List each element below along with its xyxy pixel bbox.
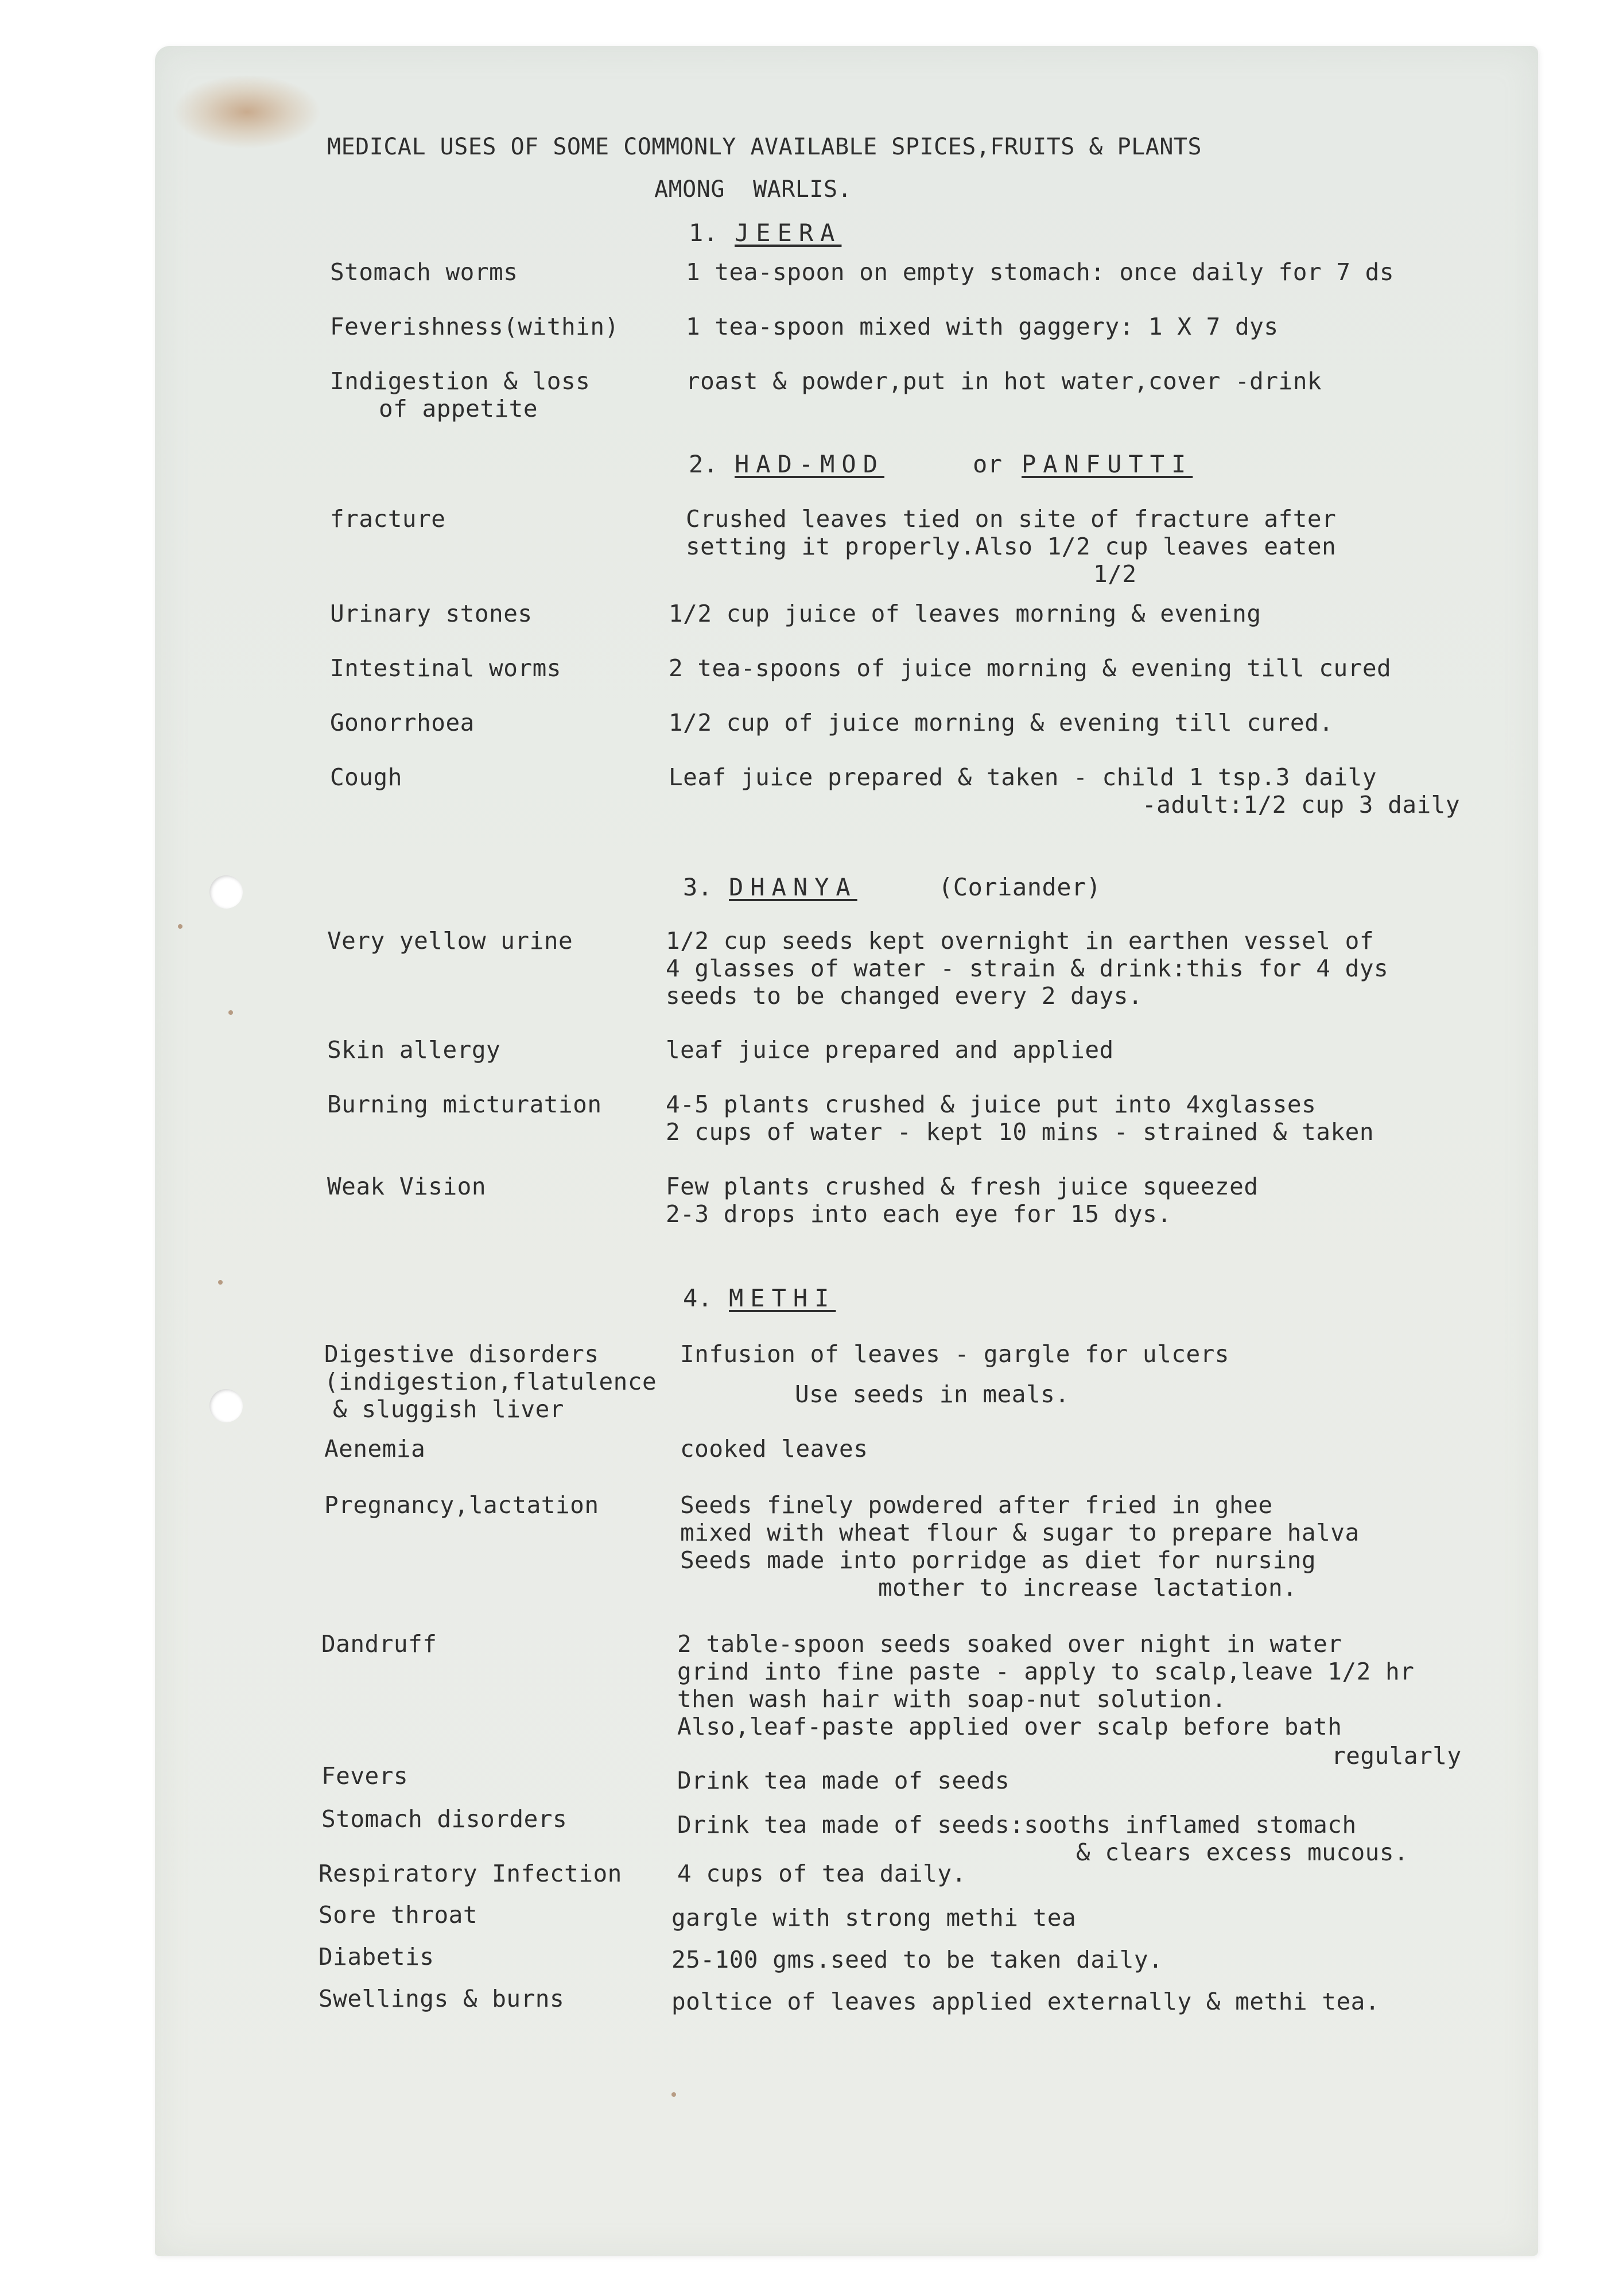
- condition-label: Stomach worms: [330, 258, 518, 286]
- remedy-text: 1 tea-spoon on empty stomach: once daily for 7 ds: [686, 258, 1395, 286]
- remedy-text: 2-3 drops into each eye for 15 dys.: [666, 1200, 1172, 1228]
- remedy-text: Few plants crushed & fresh juice squeezed: [666, 1173, 1259, 1200]
- remedy-text: Also,leaf-paste applied over scalp before bath: [677, 1713, 1342, 1740]
- punch-hole-top: [209, 875, 243, 909]
- remedy-text: 4-5 plants crushed & juice put into 4xglasses: [666, 1091, 1317, 1118]
- condition-label: Respiratory Infection: [319, 1860, 622, 1887]
- remedy-text: Use seeds in meals.: [795, 1380, 1070, 1408]
- remedy-text: 2 tea-spoons of juice morning & evening till cured: [669, 654, 1392, 682]
- remedy-text: mixed with wheat flour & sugar to prepare halva: [680, 1519, 1360, 1546]
- section-note: (Coriander): [938, 873, 1101, 901]
- section-number: 4.: [683, 1284, 713, 1312]
- remedy-text: Drink tea made of seeds: [677, 1767, 1010, 1794]
- paper-speck: [228, 1010, 233, 1015]
- remedy-text: 1 tea-spoon mixed with gaggery: 1 X 7 dys: [686, 313, 1279, 340]
- remedy-text: 2 cups of water - kept 10 mins - strained & taken: [666, 1118, 1374, 1146]
- condition-label: Diabetis: [319, 1943, 434, 1971]
- rust-stain: [172, 75, 321, 149]
- condition-label: fracture: [330, 505, 446, 533]
- section-heading-alt: PANFUTTI: [1022, 450, 1193, 478]
- paper-speck: [218, 1280, 223, 1285]
- condition-label: Sore throat: [319, 1901, 478, 1929]
- remedy-text: mother to increase lactation.: [878, 1574, 1298, 1601]
- section-heading: JEERA: [735, 219, 842, 247]
- condition-label: Aenemia: [324, 1435, 426, 1463]
- section-number: 3.: [683, 873, 713, 901]
- condition-label: Pregnancy,lactation: [324, 1491, 599, 1519]
- condition-label: Burning micturation: [327, 1091, 602, 1118]
- document-subtitle: AMONG WARLIS.: [654, 176, 852, 203]
- remedy-text: 1/2 cup of juice morning & evening till cured.: [669, 709, 1334, 736]
- condition-label: Fevers: [321, 1762, 409, 1790]
- condition-label: Very yellow urine: [327, 927, 573, 955]
- condition-label: Urinary stones: [330, 600, 533, 627]
- remedy-text: seeds to be changed every 2 days.: [666, 982, 1143, 1010]
- condition-label: Gonorrhoea: [330, 709, 475, 736]
- remedy-text: leaf juice prepared and applied: [666, 1036, 1114, 1064]
- remedy-correction: 1/2: [1093, 560, 1137, 588]
- condition-label: Dandruff: [321, 1630, 437, 1658]
- remedy-text: 4 cups of tea daily.: [677, 1860, 966, 1887]
- document-title: MEDICAL USES OF SOME COMMONLY AVAILABLE SPICES,FRUITS & PLANTS: [327, 134, 1202, 160]
- remedy-text: & clears excess mucous.: [1076, 1839, 1409, 1866]
- remedy-text: Leaf juice prepared & taken - child 1 tsp.3 daily: [669, 763, 1377, 791]
- remedy-text: Crushed leaves tied on site of fracture after: [686, 505, 1337, 533]
- punch-hole-bottom: [209, 1389, 243, 1422]
- remedy-text: cooked leaves: [680, 1435, 868, 1463]
- condition-label: Weak Vision: [327, 1173, 487, 1200]
- condition-label: Indigestion & loss: [330, 367, 591, 395]
- remedy-text: Drink tea made of seeds:sooths inflamed stomach: [677, 1811, 1357, 1839]
- remedy-text: 25-100 gms.seed to be taken daily.: [671, 1946, 1163, 1973]
- remedy-text: regularly: [1331, 1742, 1462, 1770]
- condition-label: Intestinal worms: [330, 654, 561, 682]
- section-heading: DHANYA: [729, 873, 857, 901]
- condition-label: (indigestion,flatulence: [324, 1368, 657, 1395]
- condition-label: Feverishness(within): [330, 313, 619, 340]
- section-heading: HAD-MOD: [735, 450, 885, 478]
- remedy-text: Seeds made into porridge as diet for nursing: [680, 1546, 1317, 1574]
- section-number: 2.: [689, 450, 719, 478]
- condition-label: of appetite: [379, 395, 538, 422]
- condition-label: Swellings & burns: [319, 1985, 565, 2012]
- condition-label: Digestive disorders: [324, 1340, 599, 1368]
- remedy-text: grind into fine paste - apply to scalp,leave 1/2 hr: [677, 1658, 1415, 1685]
- remedy-text: -adult:1/2 cup 3 daily: [1142, 791, 1461, 819]
- condition-label: Skin allergy: [327, 1036, 501, 1064]
- condition-label: Cough: [330, 763, 402, 791]
- condition-label: Stomach disorders: [321, 1805, 568, 1833]
- remedy-text: Seeds finely powdered after fried in ghee: [680, 1491, 1273, 1519]
- section-heading: METHI: [729, 1284, 836, 1312]
- section-heading-connector: or: [973, 450, 1003, 478]
- remedy-text: 4 glasses of water - strain & drink:this for 4 dys: [666, 955, 1389, 982]
- remedy-text: 2 table-spoon seeds soaked over night in water: [677, 1630, 1342, 1658]
- remedy-text: gargle with strong methi tea: [671, 1904, 1077, 1932]
- remedy-text: 1/2 cup juice of leaves morning & evening: [669, 600, 1261, 627]
- remedy-text: poltice of leaves applied externally & methi tea.: [671, 1988, 1380, 2015]
- remedy-text: setting it properly.Also 1/2 cup leaves eaten: [686, 533, 1337, 560]
- remedy-text: then wash hair with soap-nut solution.: [677, 1685, 1226, 1713]
- remedy-text: roast & powder,put in hot water,cover -drink: [686, 367, 1322, 395]
- section-number: 1.: [689, 219, 719, 247]
- paper-speck: [671, 2092, 676, 2097]
- condition-label: & sluggish liver: [333, 1395, 564, 1423]
- remedy-text: 1/2 cup seeds kept overnight in earthen vessel of: [666, 927, 1374, 955]
- paper-speck: [178, 924, 183, 929]
- remedy-text: Infusion of leaves - gargle for ulcers: [680, 1340, 1229, 1368]
